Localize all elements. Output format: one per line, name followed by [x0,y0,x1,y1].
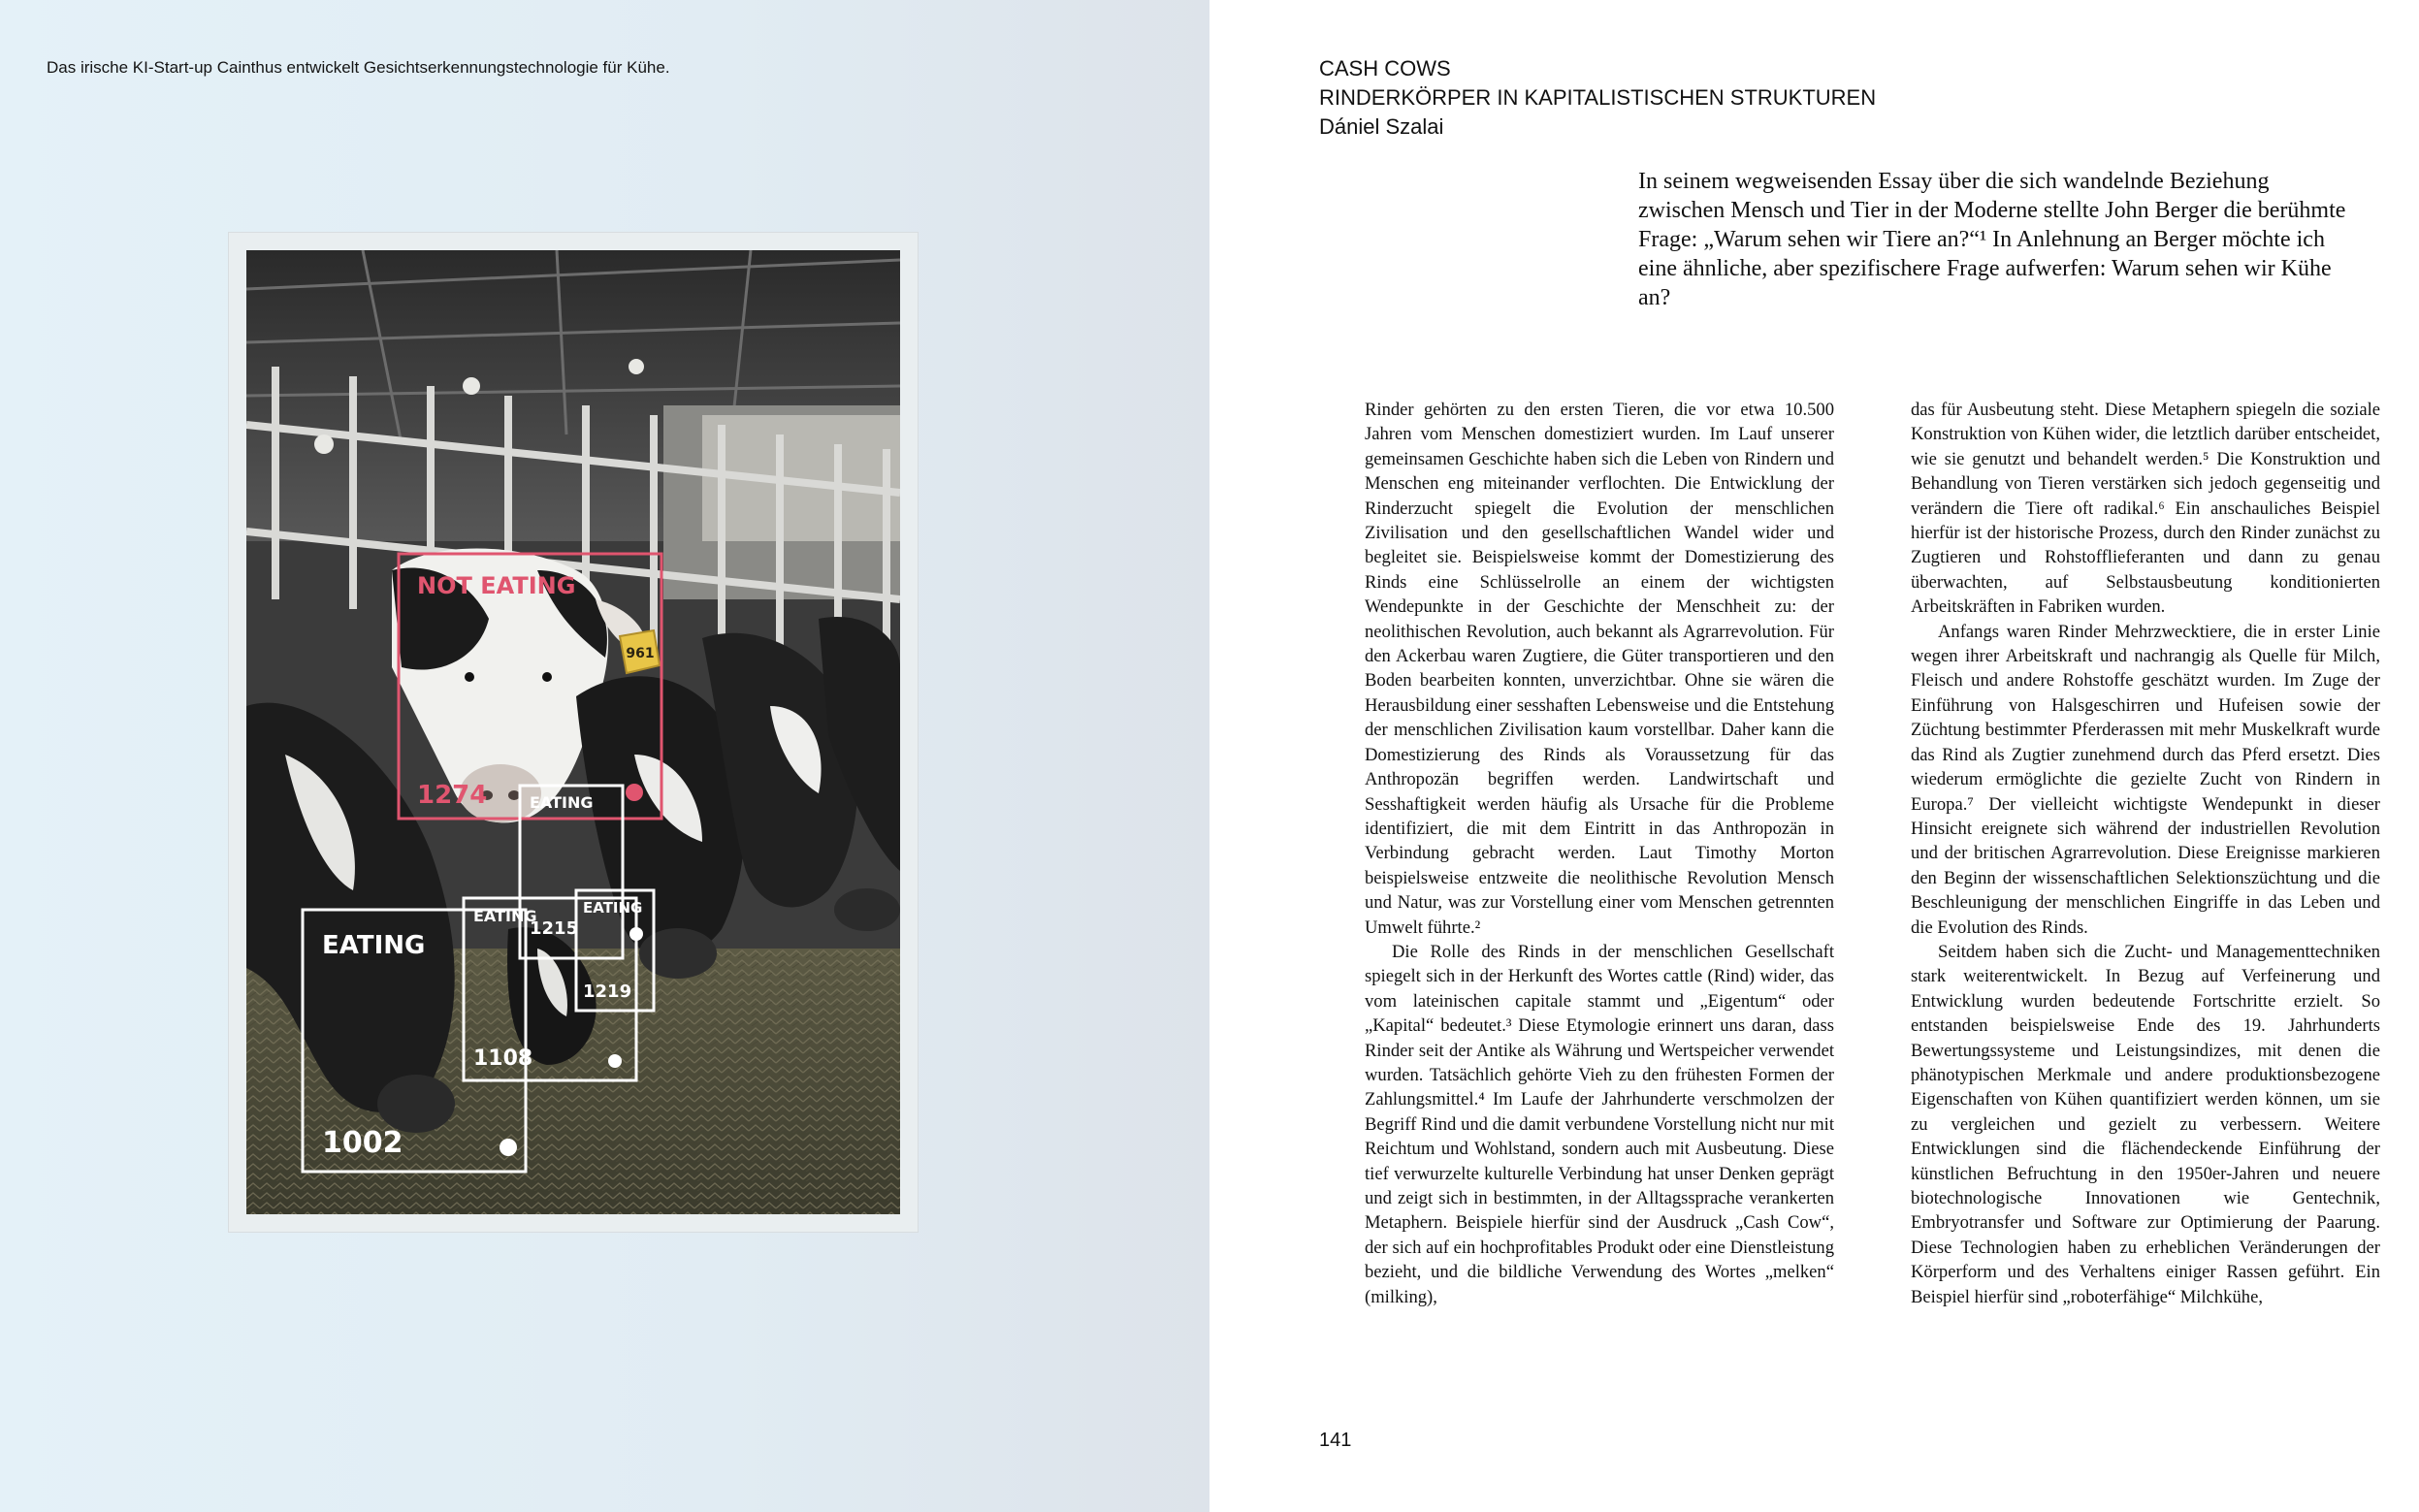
page-number: 141 [1319,1430,1352,1451]
detection-dot [626,784,643,801]
paragraph: Rinder gehörten zu den ersten Tieren, die vor etwa 10.500 Jahren vom Menschen domestiziert wurden. Im Lauf unserer gemeinsamen Geschichte haben sich die Leben von Rindern und Menschen eng miteinander verflochten. Die Entwicklung der Rinderzucht spiegelt die Evolution der menschlichen Zivilisation und den gesellschaftlichen Wandel wider und begleitet sie. Beispielsweise kommt der Domestizierung des Rinds eine Schlüsselrolle an einem der wichtigsten Wendepunkte in der Geschichte der Menschheit zu: der neolithischen Revolution, auch bekannt als Agrarrevolution. Für den Ackerbau waren Zugtiere, die Güter transportieren und den Boden bearbeiten konnten, unverzichtbar. Ohne sie wären die Herausbildung einer sesshaften Lebensweise und die Entstehung der menschlichen Zivilisation kaum vorstellbar. Daher kann die Domestizierung des Rinds als Voraussetzung für das Anthropozän begriffen werden. Landwirtschaft und Sesshaftigkeit werden häufig als Ursache für die Probleme identifiziert, die mit dem Eintritt in das Anthropozän in Verbindung gebracht werden. Laut Timothy Morton beispielsweise entzweite die neolithische Revolution Mensch und Natur, was zur Vorstellung einer vom Menschen getrennten Umwelt führte.² [1365,400,1834,938]
cow-detection-photo [246,250,900,1214]
detection-id: 1274 [417,781,488,810]
ear-tag-number: 961 [626,646,655,661]
detection-dot [608,1054,622,1068]
detection-label: EATING [530,793,594,812]
detection-label: EATING [583,899,643,917]
intro-paragraph: In seinem wegweisenden Essay über die sich wandelnde Beziehung zwischen Mensch und Tier in der Moderne stellte John Berger die berühmte Frage: „Warum sehen wir Tiere an?“¹ In Anlehnung an Berger möchte ich eine ähnliche, aber spezifischere Frage aufwerfen: Warum sehen wir Kühe an? [1638,169,2346,310]
paragraph: Seitdem haben sich die Zucht- und Managementtechniken stark weiterentwickelt. In Bezug auf Verfeinerung und Entwicklung wurden bedeutende Fortschritte erzielt. So entstanden beispielsweise Ende des 19. Jahrhunderts Bewertungssysteme und Leistungsindizes, mit denen die phänotypischen Merkmale und andere produktionsbezogene Eigenschaften von Kühen quantifiziert werden können, um sie zu vergleichen und gezielt zu verbessern. Weitere Entwicklungen sind die flächendeckende Einführung der künstlichen Befruchtung in den 1950er-Jahren und neuere biotechnologische Innovationen wie Gentechnik, Embryotransfer und Software zur Optimierung der Paarung. Diese Technologien haben zu erheblichen Veränderungen der Körperform und des Verhaltens einiger Rassen geführt. Ein Beispiel hierfür sind „roboterfähige“ Milchkühe, [1911,941,2380,1307]
series-title: CASH COWS [1319,56,1451,80]
text-column-right [1911,398,2380,1309]
detection-id: 1219 [583,981,632,1002]
photo-frame [229,233,918,1232]
detection-id: 1108 [473,1046,533,1071]
right-page [1210,0,2419,1512]
detection-label: EATING [473,907,537,925]
ear-tag [620,630,660,673]
article-title: RINDERKÖRPER IN KAPITALISTISCHEN STRUKTUREN [1319,85,1877,110]
barn-scene [246,250,900,1214]
detection-id: 1002 [322,1126,403,1160]
author: Dániel Szalai [1319,114,1444,139]
paragraph: das für Ausbeutung steht. Diese Metaphern spiegeln die soziale Konstruktion von Kühen wider, die letztlich darüber entscheidet, wie sie genutzt und behandelt werden.⁵ Die Konstruktion und Behandlung von Tieren verstärken sich jedoch gegenseitig und verändern die Tiere oft radikal.⁶ Ein anschauliches Beispiel hierfür ist der historische Prozess, durch den Rinder zunächst zu Zugtieren und Rohstofflieferanten und dann zu genau überwachten, auf Selbstausbeutung konditionierten Arbeitskräften in Fabriken wurden. [1911,400,2380,618]
paragraph: Die Rolle des Rinds in der menschlichen Gesellschaft spiegelt sich in der Herkunft des Wortes cattle (Rind) wider, das vom lateinischen capitale stammt und „Eigentum“ oder „Kapital“ bedeutet.³ Diese Etymologie erinnert uns daran, dass Rinder seit der Antike als Währung und Wertspeicher verwendet wurden. Tatsächlich gehörte Vieh zu den frühesten Formen der Zahlungsmittel.⁴ Im Laufe der Jahrhunderte verschmolzen der Begriff Rind und die damit verbundene Vorstellung nicht nur mit Reichtum und Wohlstand, sondern auch mit Ausbeutung. Diese tief verwurzelte kulturelle Verbindung hat unser Denken geprägt und zeigt sich in bestimmten, in der Alltagssprache verankerten Metaphern. Beispiele hierfür sind der Ausdruck „Cash Cow“, der sich auf ein hochprofitables Produkt oder eine Dienstleistung bezieht, und die bildliche Verwendung des Wortes „melken“ (milking), [1365,941,1834,1307]
paragraph: Anfangs waren Rinder Mehrzwecktiere, die in erster Linie wegen ihrer Arbeitskraft und nachrangig als Quelle für Milch, Fleisch und andere Rohstoffe geschätzt wurden. Im Zuge der Einführung von Halsgeschirren und Hufeisen sowie der Züchtung bestimmter Pferderassen mit mehr Muskelkraft wurde das Rind als Zugtier zunehmend durch das Pferd ersetzt. Dies wiederum ermöglichte die gezielte Zucht von Rindern in Europa.⁷ Der vielleicht wichtigste Wendepunkt in dieser Hinsicht ereignete sich während der industriellen Revolution und der britischen Agrarrevolution. Diese Ereignisse markieren den Beginn der wissenschaftlichen Selektionszüchtung und die Beschleunigung der menschlichen Eingriffe in das Leben und die Evolution des Rinds. [1911,621,2380,938]
detection-label: EATING [322,931,426,960]
detection-id: 1215 [530,918,579,939]
detection-dot [500,1139,517,1156]
article-header [1319,54,1876,142]
text-column-left [1365,398,1834,1309]
detection-label: NOT EATING [417,572,576,599]
image-caption: Das irische KI-Start-up Cainthus entwickelt Gesichtserkennungstechnologie für Kühe. [47,58,670,77]
